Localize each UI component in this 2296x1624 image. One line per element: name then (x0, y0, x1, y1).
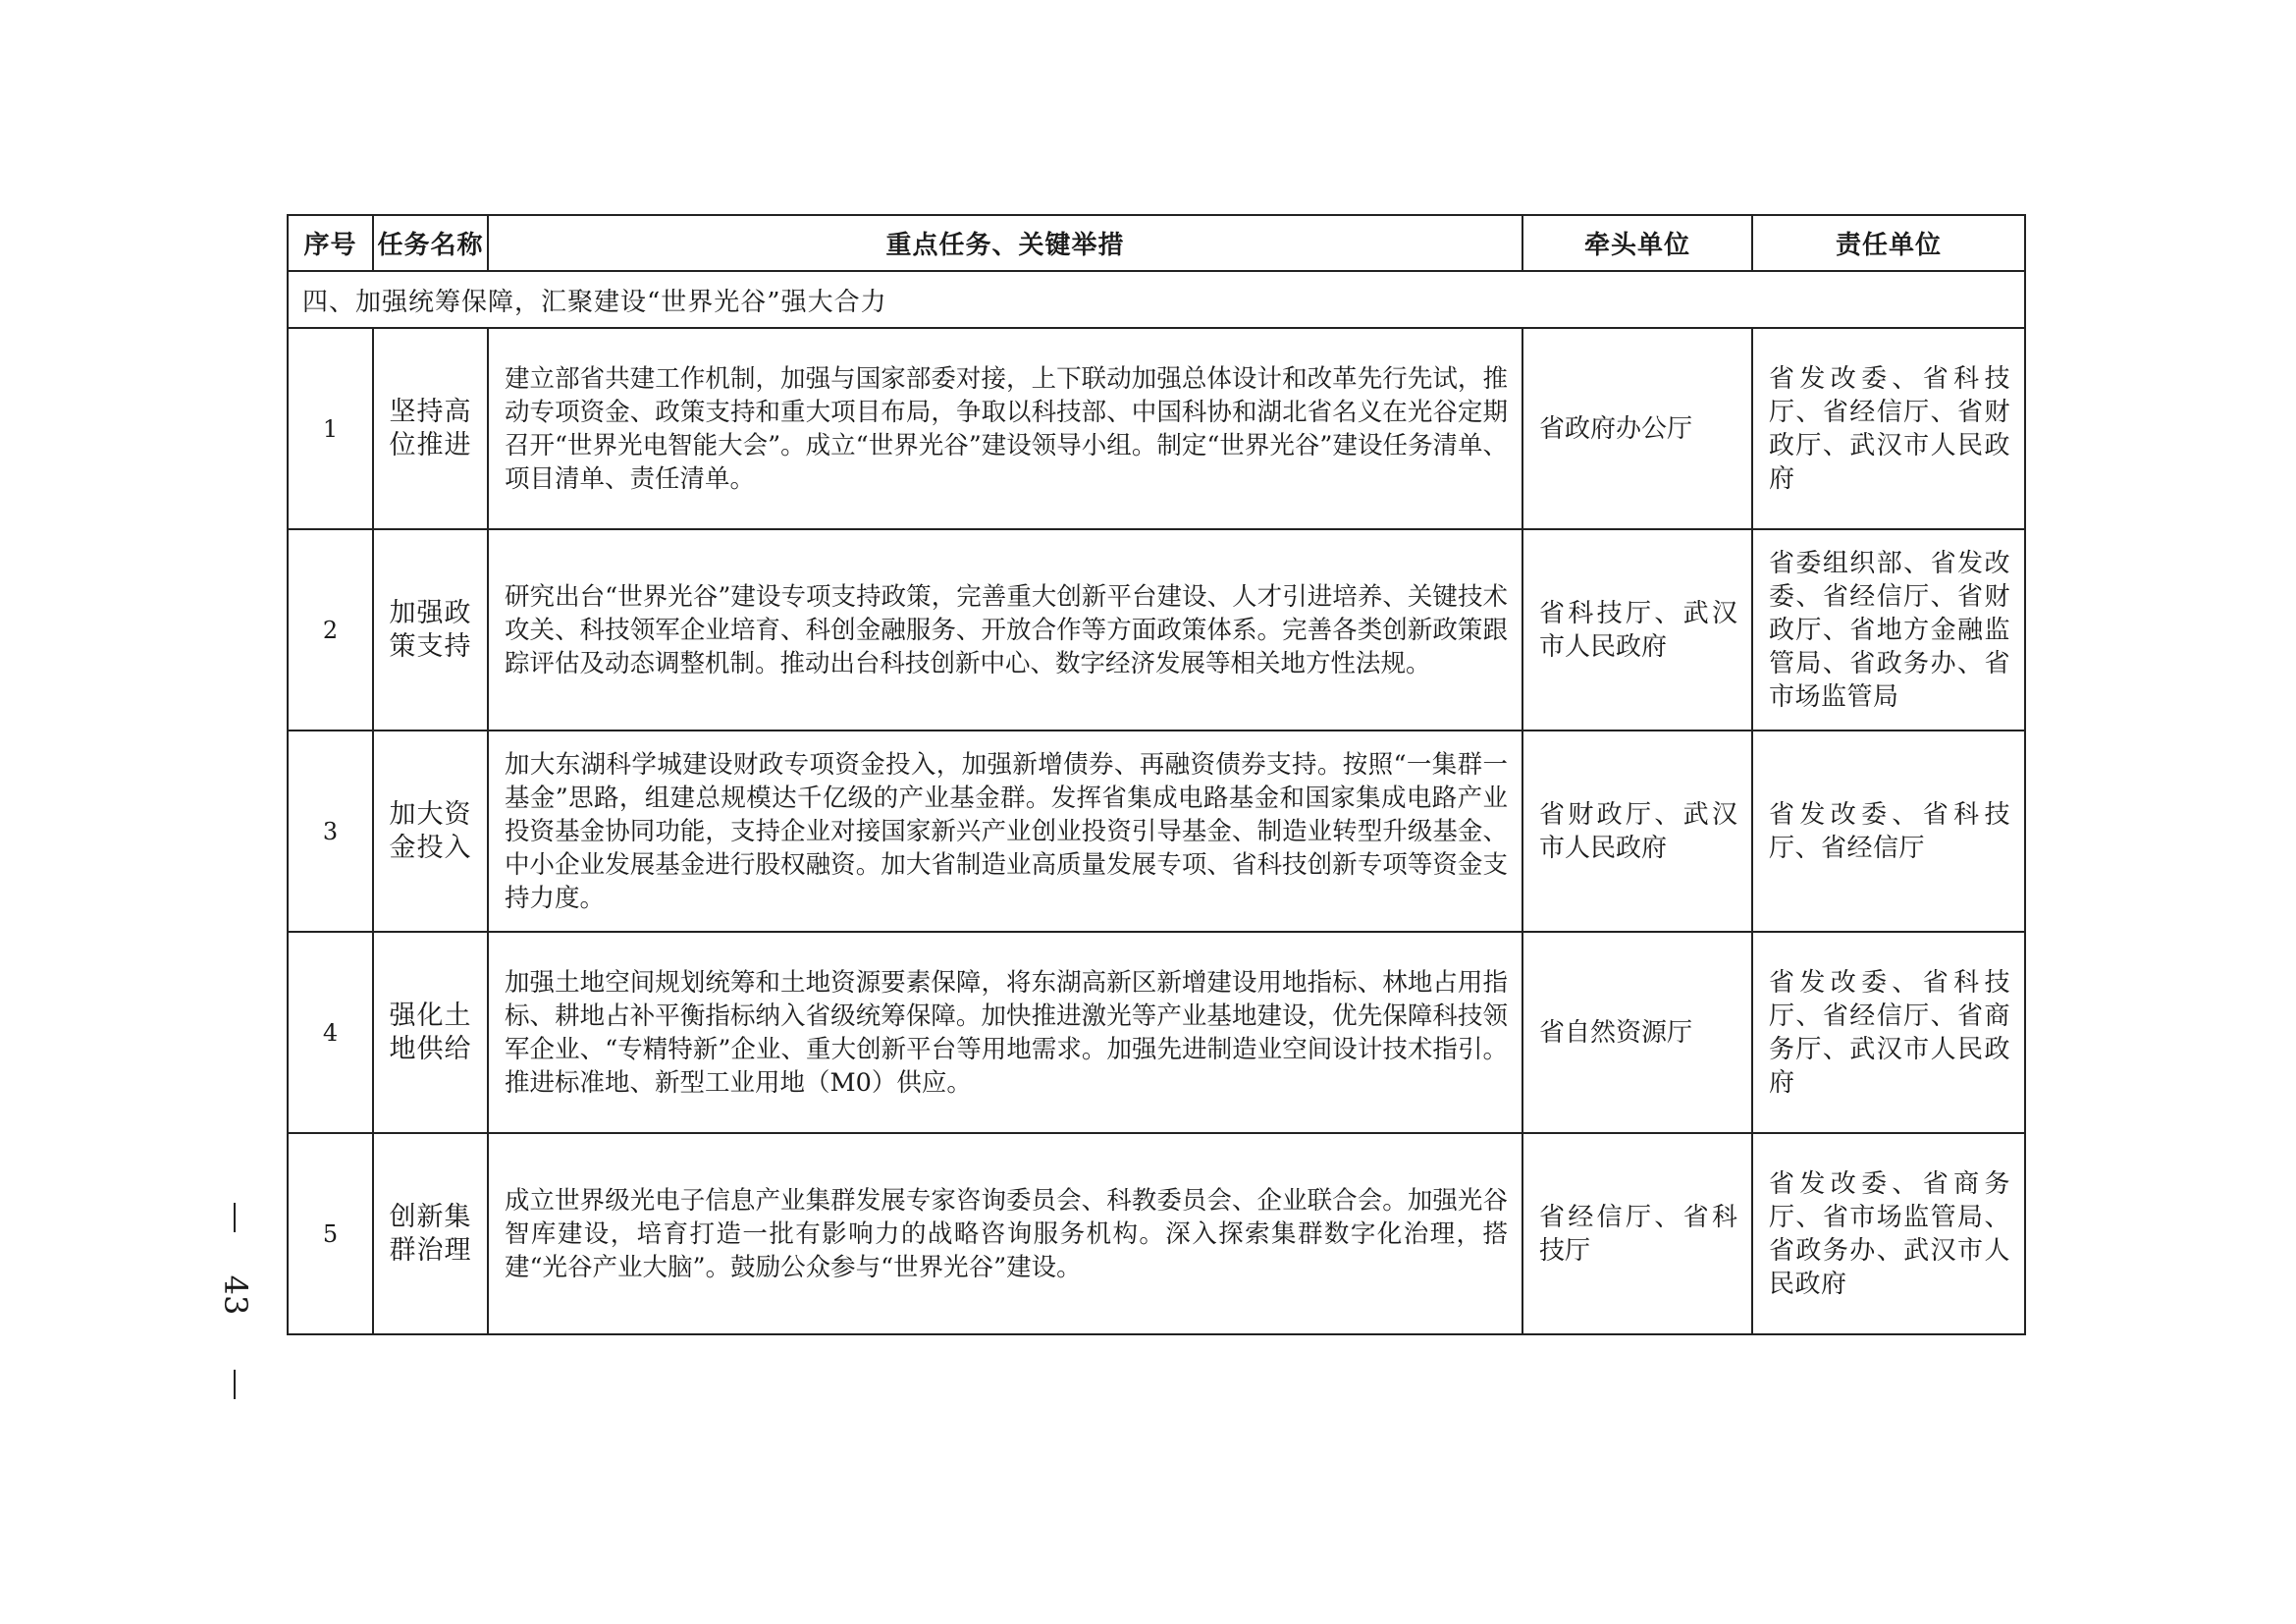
row-number: 3 (288, 731, 373, 932)
lead-unit: 省经信厅、省科技厅 (1522, 1133, 1752, 1334)
page-dash-top (234, 1203, 236, 1232)
table-row (288, 529, 2025, 731)
responsible-units: 省发改委、省科技厅、省经信厅、省商务厅、武汉市人民政府 (1752, 932, 2025, 1133)
task-measures: 研究出台“世界光谷”建设专项支持政策，完善重大创新平台建设、人才引进培养、关键技术攻关、科技领军企业培育、科创金融服务、开放合作等方面政策体系。完善各类创新政策跟踪评估及动态调整机制。推动出台科技创新中心、数字经济发展等相关地方性法规。 (488, 529, 1522, 731)
page-number: 43 (217, 1274, 254, 1316)
page-number-marker (216, 1203, 255, 1380)
task-table (287, 214, 2026, 1335)
lead-unit: 省政府办公厅 (1522, 328, 1752, 529)
responsible-units: 省委组织部、省发改委、省经信厅、省财政厅、省地方金融监管局、省政务办、省市场监管局 (1752, 529, 2025, 731)
table-row (288, 932, 2025, 1133)
responsible-units: 省发改委、省科技厅、省经信厅 (1752, 731, 2025, 932)
section-row (288, 271, 2025, 328)
responsible-units: 省发改委、省科技厅、省经信厅、省财政厅、武汉市人民政府 (1752, 328, 2025, 529)
header-no: 序号 (288, 215, 373, 271)
section-title: 四、加强统筹保障，汇聚建设“世界光谷”强大合力 (288, 271, 2025, 328)
task-measures: 建立部省共建工作机制，加强与国家部委对接，上下联动加强总体设计和改革先行先试，推动专项资金、政策支持和重大项目布局，争取以科技部、中国科协和湖北省名义在光谷定期召开“世界光电智能大会”。成立“世界光谷”建设领导小组。制定“世界光谷”建设任务清单、项目清单、责任清单。 (488, 328, 1522, 529)
table-header-row (288, 215, 2025, 271)
header-resp: 责任单位 (1752, 215, 2025, 271)
header-task: 重点任务、关键举措 (488, 215, 1522, 271)
header-lead: 牵头单位 (1522, 215, 1752, 271)
task-name: 强化土地供给 (373, 932, 488, 1133)
lead-unit: 省科技厅、武汉市人民政府 (1522, 529, 1752, 731)
responsible-units: 省发改委、省商务厅、省市场监管局、省政务办、武汉市人民政府 (1752, 1133, 2025, 1334)
table-row (288, 731, 2025, 932)
lead-unit: 省财政厅、武汉市人民政府 (1522, 731, 1752, 932)
task-name: 坚持高位推进 (373, 328, 488, 529)
task-measures: 加大东湖科学城建设财政专项资金投入，加强新增债券、再融资债券支持。按照“一集群一基金”思路，组建总规模达千亿级的产业基金群。发挥省集成电路基金和国家集成电路产业投资基金协同功能，支持企业对接国家新兴产业创业投资引导基金、制造业转型升级基金、中小企业发展基金进行股权融资。加大省制造业高质量发展专项、省科技创新专项等资金支持力度。 (488, 731, 1522, 932)
task-name: 加强政策支持 (373, 529, 488, 731)
page-dash-bottom (234, 1370, 236, 1399)
table-row (288, 1133, 2025, 1334)
task-measures: 加强土地空间规划统筹和土地资源要素保障，将东湖高新区新增建设用地指标、林地占用指标、耕地占补平衡指标纳入省级统筹保障。加快推进激光等产业基地建设，优先保障科技领军企业、“专精特新”企业、重大创新平台等用地需求。加强先进制造业空间设计技术指引。推进标准地、新型工业用地（M0）供应。 (488, 932, 1522, 1133)
lead-unit: 省自然资源厅 (1522, 932, 1752, 1133)
row-number: 2 (288, 529, 373, 731)
table-row (288, 328, 2025, 529)
row-number: 1 (288, 328, 373, 529)
row-number: 5 (288, 1133, 373, 1334)
task-name: 创新集群治理 (373, 1133, 488, 1334)
task-name: 加大资金投入 (373, 731, 488, 932)
header-name: 任务名称 (373, 215, 488, 271)
row-number: 4 (288, 932, 373, 1133)
task-measures: 成立世界级光电子信息产业集群发展专家咨询委员会、科教委员会、企业联合会。加强光谷智库建设，培育打造一批有影响力的战略咨询服务机构。深入探索集群数字化治理，搭建“光谷产业大脑”。鼓励公众参与“世界光谷”建设。 (488, 1133, 1522, 1334)
